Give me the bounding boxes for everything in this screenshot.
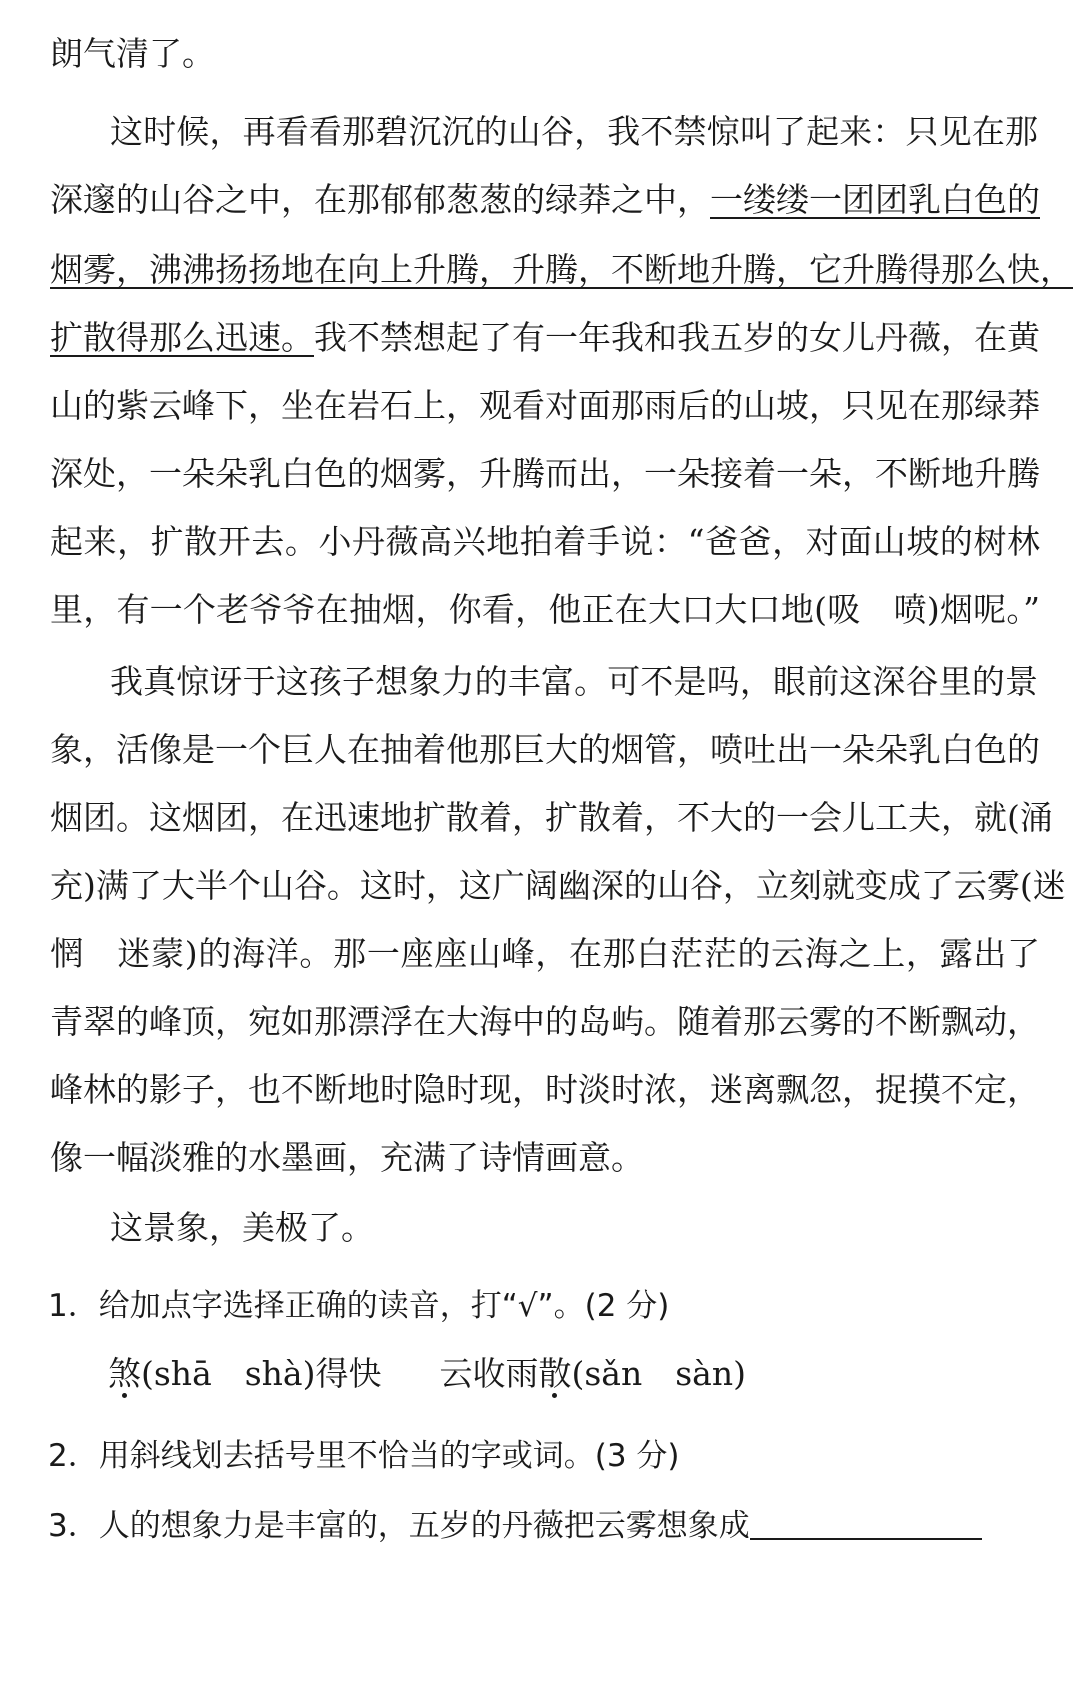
question-1: 1．给加点字选择正确的读音，打“√”。(2 分): [48, 1288, 670, 1324]
passage-line-3: 深邃的山谷之中，在那郁郁葱葱的绿莽之中，一缕缕一团团乳白色的: [50, 180, 1040, 219]
underlined-text: 扩散得那么迅速。: [50, 318, 314, 357]
passage-line-10: 我真惊讶于这孩子想象力的丰富。可不是吗，眼前这深谷里的景: [110, 662, 1038, 701]
dotted-char: 煞: [108, 1346, 141, 1402]
passage-line-12: 烟团。这烟团，在迅速地扩散着，扩散着，不大的一会儿工夫，就(涌: [50, 798, 1053, 837]
passage-line-11: 象，活像是一个巨人在抽着他那巨大的烟管，喷吐出一朵朵乳白色的: [50, 730, 1040, 769]
passage-line-7: 深处，一朵朵乳白色的烟雾，升腾而出，一朵接着一朵，不断地升腾: [50, 454, 1040, 493]
question-3: 3．人的想象力是丰富的，五岁的丹薇把云雾想象成: [48, 1498, 1038, 1554]
underlined-text: 一缕缕一团团乳白色的: [710, 180, 1040, 219]
passage-line-5: 扩散得那么迅速。我不禁想起了有一年我和我五岁的女儿丹薇，在黄: [50, 318, 1040, 357]
passage-line-8: 起来，扩散开去。小丹薇高兴地拍着手说：“爸爸，对面山坡的树林: [50, 522, 1040, 561]
passage-line-13: 充)满了大半个山谷。这时，这广阔幽深的山谷，立刻就变成了云雾(迷: [50, 866, 1066, 905]
passage-line-6: 山的紫云峰下，坐在岩石上，观看对面那雨后的山坡，只见在那绿莽: [50, 386, 1040, 425]
passage-line-2: 这时候，再看看那碧沉沉的山谷，我不禁惊叫了起来：只见在那: [110, 112, 1038, 151]
passage-line-15: 青翠的峰顶，宛如那漂浮在大海中的岛屿。随着那云雾的不断飘动，: [50, 1002, 1040, 1041]
answer-blank[interactable]: [750, 1508, 982, 1540]
passage-line-17: 像一幅淡雅的水墨画，充满了诗情画意。: [50, 1138, 644, 1177]
passage-line-1: 朗气清了。: [50, 34, 215, 73]
passage-line-9: 里，有一个老爷爷在抽烟，你看，他正在大口大口地(吸 喷)烟呢。”: [50, 590, 1040, 629]
question-2: 2．用斜线划去括号里不恰当的字或词。(3 分): [48, 1438, 680, 1474]
passage-line-14: 惘 迷蒙)的海洋。那一座座山峰，在那白茫茫的云海之上，露出了: [50, 934, 1040, 973]
dotted-char: 散: [538, 1346, 571, 1402]
passage-line-18: 这景象，美极了。: [110, 1208, 374, 1247]
question-1-options: 煞(shā shà)得快 云收雨散(sǎn sàn): [108, 1346, 1080, 1402]
passage-line-16: 峰林的影子，也不断地时隐时现，时淡时浓，迷离飘忽，捉摸不定，: [50, 1070, 1040, 1109]
passage-line-4: 烟雾，沸沸扬扬地在向上升腾，升腾，不断地升腾，它升腾得那么快，: [50, 250, 1073, 289]
